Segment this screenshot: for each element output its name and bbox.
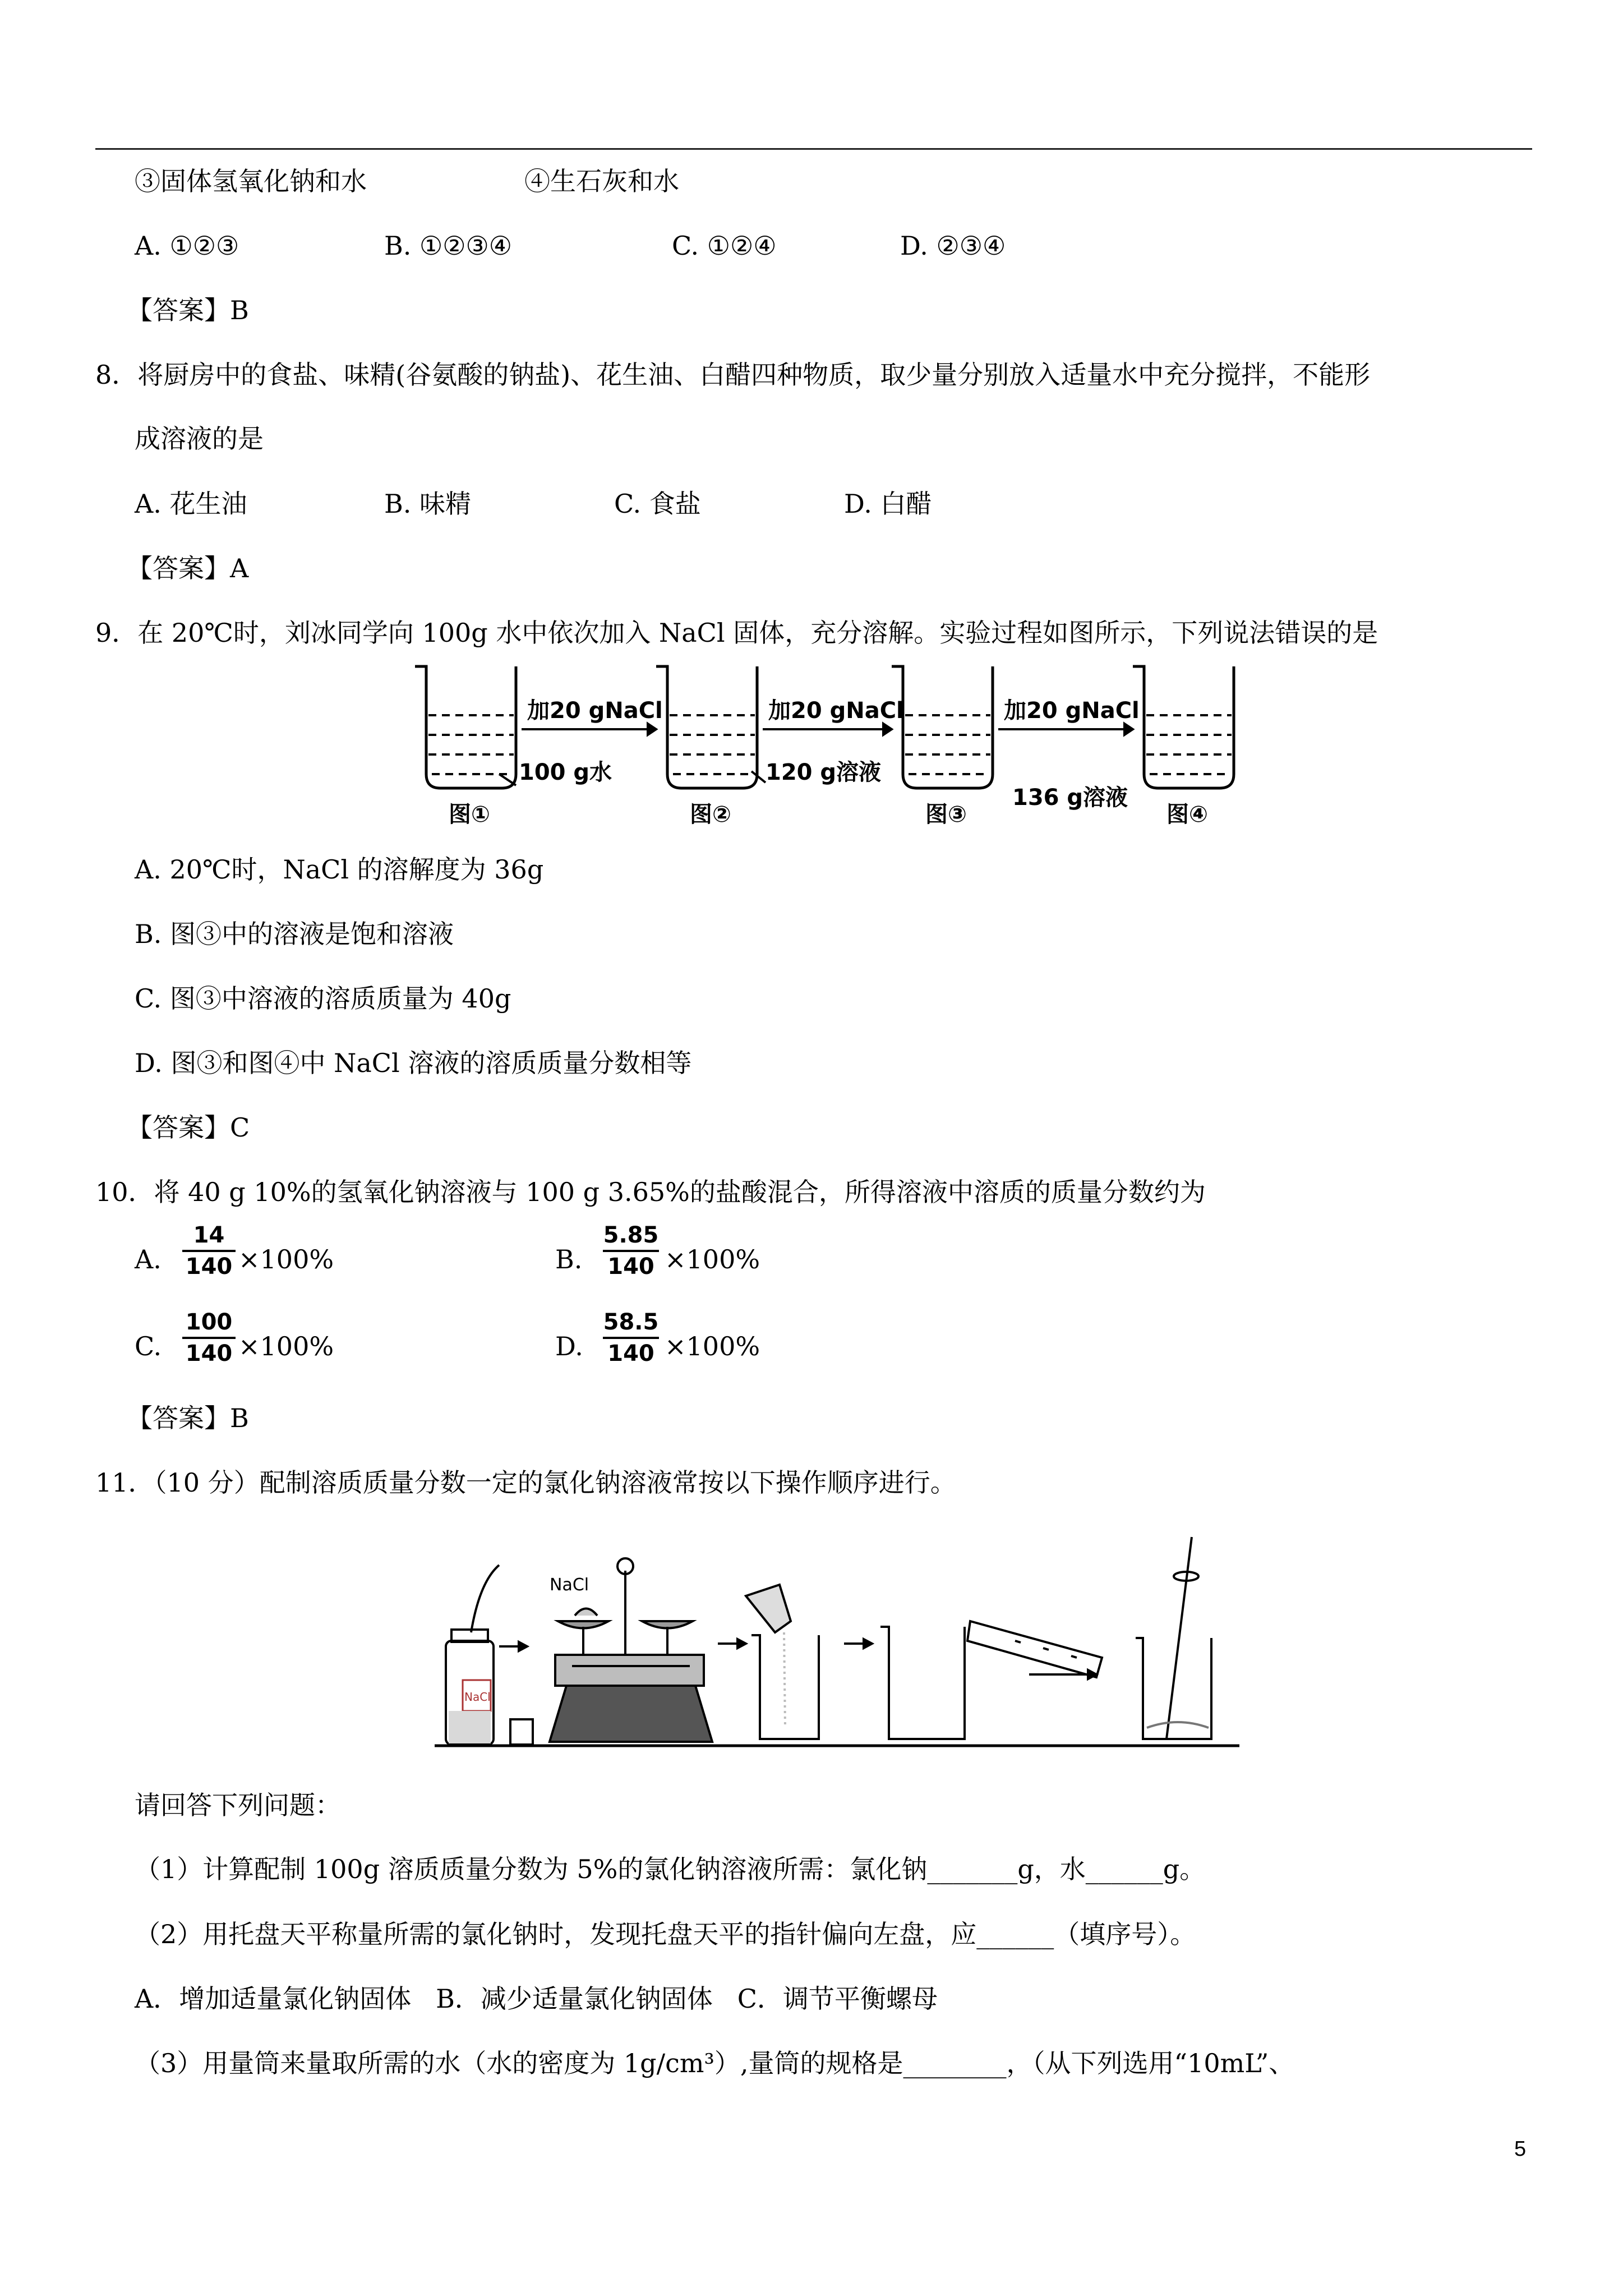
q11-part-2-options: A．增加适量氯化钠固体 B．减少适量氯化钠固体 C．调节平衡螺母 [135, 1984, 938, 2014]
q10-answer: 【答案】B [127, 1403, 249, 1433]
q9-option-d: D. 图③和图④中 NaCl 溶液的溶质质量分数相等 [135, 1048, 692, 1078]
q9-option-b: B. 图③中的溶液是饱和溶液 [135, 919, 454, 949]
q9-arrow-label-3: 加20 gNaCl [1004, 698, 1140, 724]
q8-option-d: D. 白醋 [844, 489, 932, 519]
q11-part-2: （2）用托盘天平称量所需的氯化钠时，发现托盘天平的指针偏向左盘，应______（填序号）。 [135, 1919, 1196, 1949]
q10-option-a-label: A. [135, 1244, 162, 1274]
q9-caption-2: 图② [690, 802, 731, 827]
q10-option-b-numerator: 5.85 [603, 1222, 659, 1248]
q10-option-b-label: B. [555, 1244, 583, 1274]
q11-balance-nacl-label: NaCl [550, 1575, 589, 1595]
q7-item-3: ③固体氢氧化钠和水 [135, 166, 367, 196]
q10-option-a-numerator: 14 [193, 1222, 225, 1248]
page-number: 5 [1514, 2137, 1527, 2161]
q9-answer: 【答案】C [127, 1112, 250, 1143]
q10-option-b-fraction [603, 1223, 659, 1279]
q10-stem: 10．将 40 g 10%的氢氧化钠溶液与 100 g 3.65%的盐酸混合，所得溶液中溶质的质量分数约为 [95, 1177, 1206, 1207]
q10-option-b-denominator: 140 [607, 1254, 654, 1280]
q9-caption-4: 图④ [1166, 802, 1208, 827]
q10-option-c-fraction [182, 1310, 236, 1366]
q10-option-c-times: ×100% [238, 1331, 334, 1361]
q10-option-d-fraction [603, 1310, 659, 1366]
q9-caption-1: 图① [449, 802, 490, 827]
q9-arrow-label-1: 加20 gNaCl [527, 698, 663, 724]
q9-option-c: C. 图③中溶液的溶质质量为 40g [135, 983, 511, 1014]
q7-item-4: ④生石灰和水 [524, 166, 679, 196]
q7-option-b: B. ①②③④ [384, 231, 513, 261]
q8-option-b: B. 味精 [384, 489, 472, 519]
q7-answer: 【答案】B [127, 295, 249, 325]
q8-stem-line2: 成溶液的是 [135, 424, 264, 454]
q9-beaker-figure [393, 662, 1267, 830]
q11-jar-label: NaCl [464, 1690, 491, 1704]
header-rule [95, 148, 1532, 150]
q8-answer: 【答案】A [127, 553, 249, 583]
q10-option-a-times: ×100% [238, 1244, 334, 1274]
q7-option-a: A. ①②③ [135, 231, 239, 261]
q8-stem-line1: 8．将厨房中的食盐、味精(谷氨酸的钠盐)、花生油、白醋四种物质，取少量分别放入适量水中充分搅拌，不能形 [95, 360, 1371, 390]
q8-option-c: C. 食盐 [614, 489, 701, 519]
q10-option-a-denominator: 140 [185, 1254, 233, 1280]
q9-option-a: A. 20℃时，NaCl 的溶解度为 36g [135, 854, 544, 885]
q10-option-d-denominator: 140 [607, 1341, 654, 1366]
q11-part-3: （3）用量筒来量取所需的水（水的密度为 1g/cm³）,量筒的规格是________，（从下列选用“10mL”、 [135, 2048, 1295, 2078]
q11-stem: 11．（10 分）配制溶质质量分数一定的氯化钠溶液常按以下操作顺序进行。 [95, 1467, 956, 1498]
q10-option-c-denominator: 140 [185, 1341, 233, 1366]
q10-option-c-label: C. [135, 1331, 162, 1361]
q8-option-a: A. 花生油 [135, 489, 247, 519]
q9-water-label: 100 g水 [519, 760, 612, 785]
q10-option-c-numerator: 100 [185, 1309, 233, 1335]
q7-option-c: C. ①②④ [672, 231, 777, 261]
q9-stem: 9．在 20℃时，刘冰同学向 100g 水中依次加入 NaCl 固体，充分溶解。实验过程如图所示，下列说法错误的是 [95, 618, 1378, 648]
q10-option-a-fraction [182, 1223, 236, 1279]
q9-solution-label-3: 136 g溶液 [1012, 785, 1128, 811]
q11-procedure-figure [432, 1526, 1256, 1761]
q10-option-d-times: ×100% [665, 1331, 760, 1361]
q11-prompt: 请回答下列问题： [135, 1790, 341, 1820]
q9-caption-3: 图③ [925, 802, 967, 827]
q11-part-1: （1）计算配制 100g 溶质质量分数为 5%的氯化钠溶液所需：氯化钠_______g，水______g。 [135, 1854, 1206, 1884]
q10-option-b-times: ×100% [665, 1244, 760, 1274]
q10-option-d-label: D. [555, 1331, 583, 1361]
q9-solution-label-2: 120 g溶液 [766, 760, 882, 785]
q10-option-d-numerator: 58.5 [603, 1309, 659, 1335]
q9-arrow-label-2: 加20 gNaCl [768, 698, 904, 724]
q7-option-d: D. ②③④ [900, 231, 1006, 261]
